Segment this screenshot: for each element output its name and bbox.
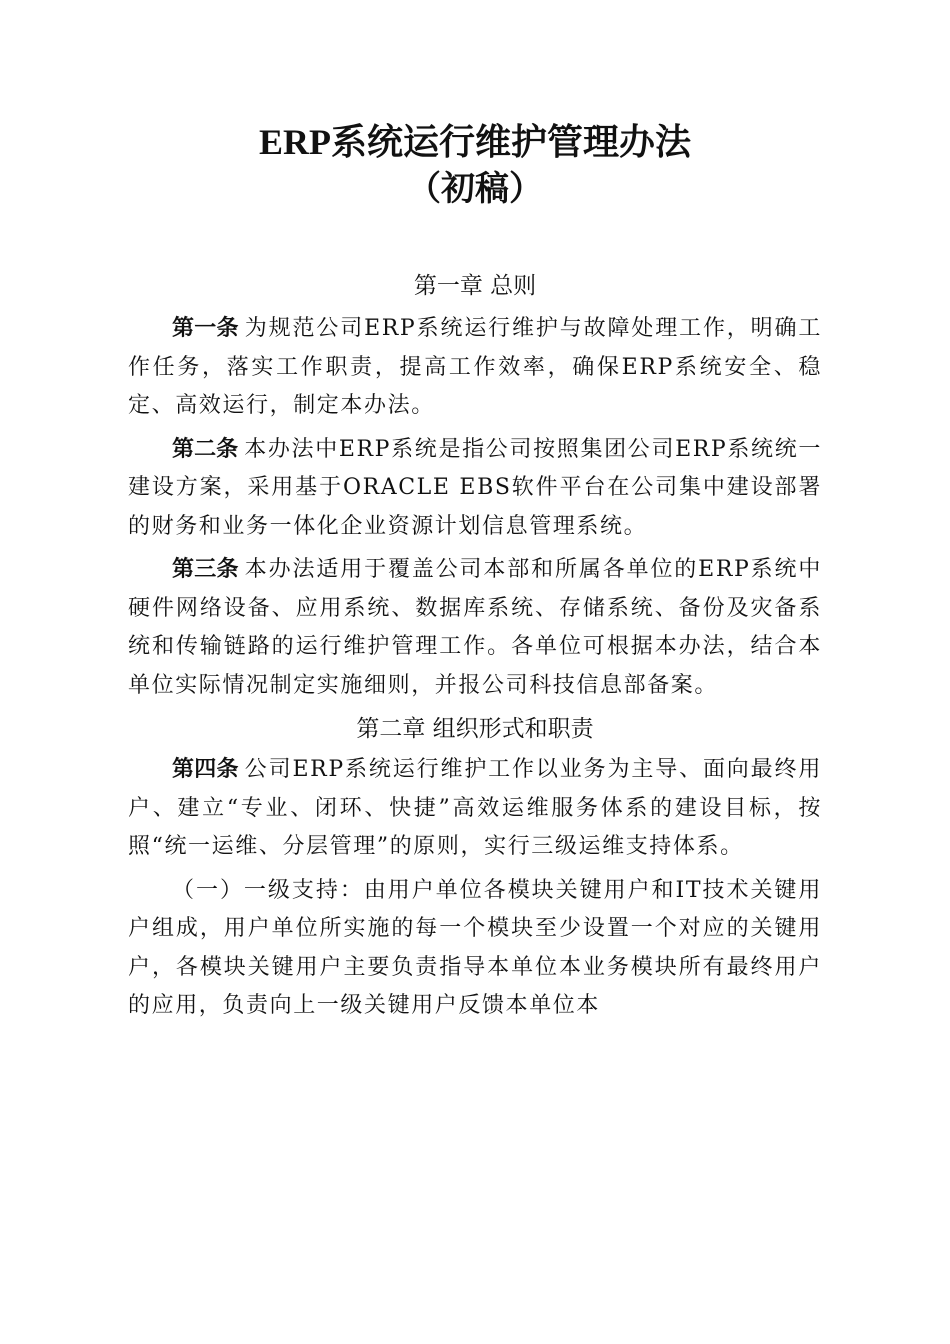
document-subtitle: （初稿） (407, 171, 543, 208)
article-paragraph (128, 431, 822, 547)
article-paragraph (128, 751, 822, 867)
article-label: 第三条 (172, 557, 239, 582)
chapter-heading-2: 第二章 组织形式和职责 (356, 716, 594, 742)
item-paragraph: （一）一级支持：由用户单位各模块关键用户和IT技术关键用户组成，用户单位所实施的每一个模块至少设置一个对应的关键用户，各模块关键用户主要负责指导本单位本业务模块所有最终用户的应用，负责向上一级关键用户反馈本单位本 (128, 877, 822, 1018)
document-title: ERP系统运行维护管理办法 (258, 122, 691, 162)
article-paragraph (128, 310, 822, 426)
article-text: 为规范公司ERP系统运行维护与故障处理工作，明确工作任务，落实工作职责，提高工作效率，确保ERP系统安全、稳定、高效运行，制定本办法。 (128, 316, 822, 418)
article-label: 第一条 (172, 316, 239, 341)
article-text: 本办法适用于覆盖公司本部和所属各单位的ERP系统中硬件网络设备、应用系统、数据库系统、存储系统、备份及灾备系统和传输链路的运行维护管理工作。各单位可根据本办法，结合本单位实际情况制定实施细则，并报公司科技信息部备案。 (128, 557, 822, 698)
article-text: 公司ERP系统运行维护工作以业务为主导、面向最终用户、建立“专业、闭环、快捷”高效运维服务体系的建设目标，按照“统一运维、分层管理”的原则，实行三级运维支持体系。 (128, 757, 822, 859)
article-paragraph (128, 551, 822, 705)
article-label: 第二条 (172, 436, 239, 462)
article-text: 本办法中ERP系统是指公司按照集团公司ERP系统统一建设方案，采用基于ORACLE EBS软件平台在公司集中建设部署的财务和业务一体化企业资源计划信息管理系统。 (128, 436, 822, 539)
chapter-heading-1: 第一章 总则 (413, 273, 537, 299)
article-label: 第四条 (172, 757, 239, 782)
